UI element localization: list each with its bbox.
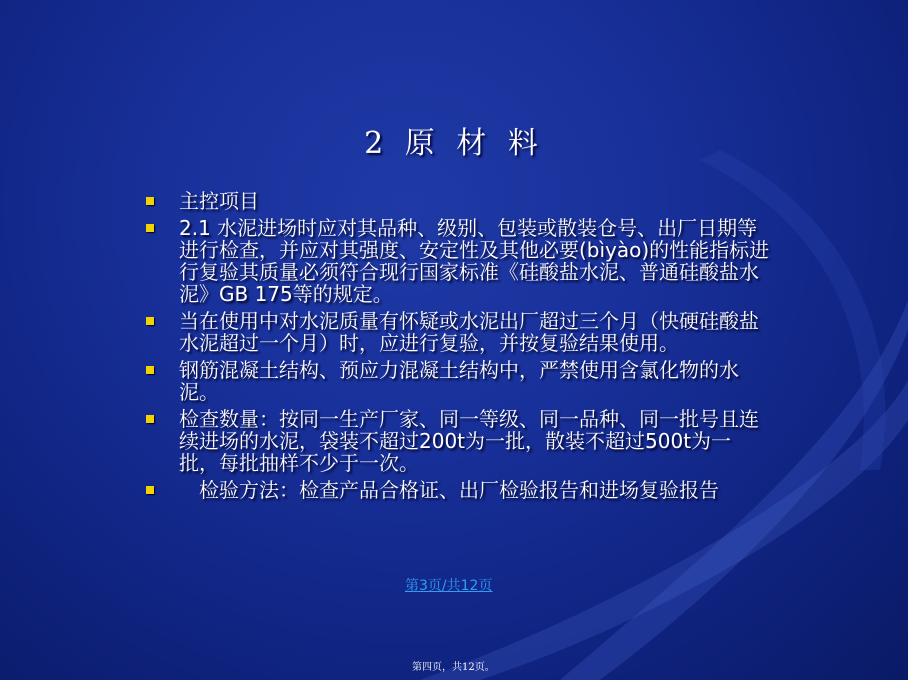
bullet-text: 钢筋混凝土结构、预应力混凝土结构中，严禁使用含氯化物的水泥。 bbox=[179, 358, 739, 404]
list-item bbox=[146, 479, 771, 501]
list-item bbox=[146, 359, 771, 403]
bullet-list bbox=[146, 190, 771, 506]
list-item bbox=[146, 190, 771, 212]
bullet-square-icon bbox=[146, 366, 154, 374]
page-number-link[interactable]: 第3页/共12页 bbox=[405, 578, 493, 594]
bullet-square-icon bbox=[146, 415, 154, 423]
list-item bbox=[146, 408, 771, 474]
bullet-text: 当在使用中对水泥质量有怀疑或水泥出厂超过三个月（快硬硅酸盐水泥超过一个月）时，应进行复验，并按复验结果使用。 bbox=[179, 309, 759, 355]
bullet-square-icon bbox=[146, 486, 154, 494]
bullet-text: 检验方法：检查产品合格证、出厂检验报告和进场复验报告 bbox=[179, 478, 719, 502]
list-item bbox=[146, 217, 771, 305]
bullet-text: 主控项目 bbox=[179, 189, 259, 213]
bullet-text: 检查数量：按同一生产厂家、同一等级、同一品种、同一批号且连续进场的水泥，袋装不超过200t为一批，散装不超过500t为一批，每批抽样不少于一次。 bbox=[179, 407, 759, 475]
bullet-square-icon bbox=[146, 224, 154, 232]
bullet-text: 2.1 水泥进场时应对其品种、级别、包装或散装仓号、出厂日期等进行检查，并应对其强度、安定性及其他必要(bìyào)的性能指标进行复验其质量必须符合现行国家标准《硅酸盐水泥、普通硅酸盐水泥》GB 175等的规定。 bbox=[179, 216, 770, 306]
bullet-square-icon bbox=[146, 197, 154, 205]
slide-title: 2 原 材 料 bbox=[364, 126, 544, 161]
page-footer-note: 第四页，共12页。 bbox=[412, 662, 495, 673]
list-item bbox=[146, 310, 771, 354]
bullet-square-icon bbox=[146, 317, 154, 325]
